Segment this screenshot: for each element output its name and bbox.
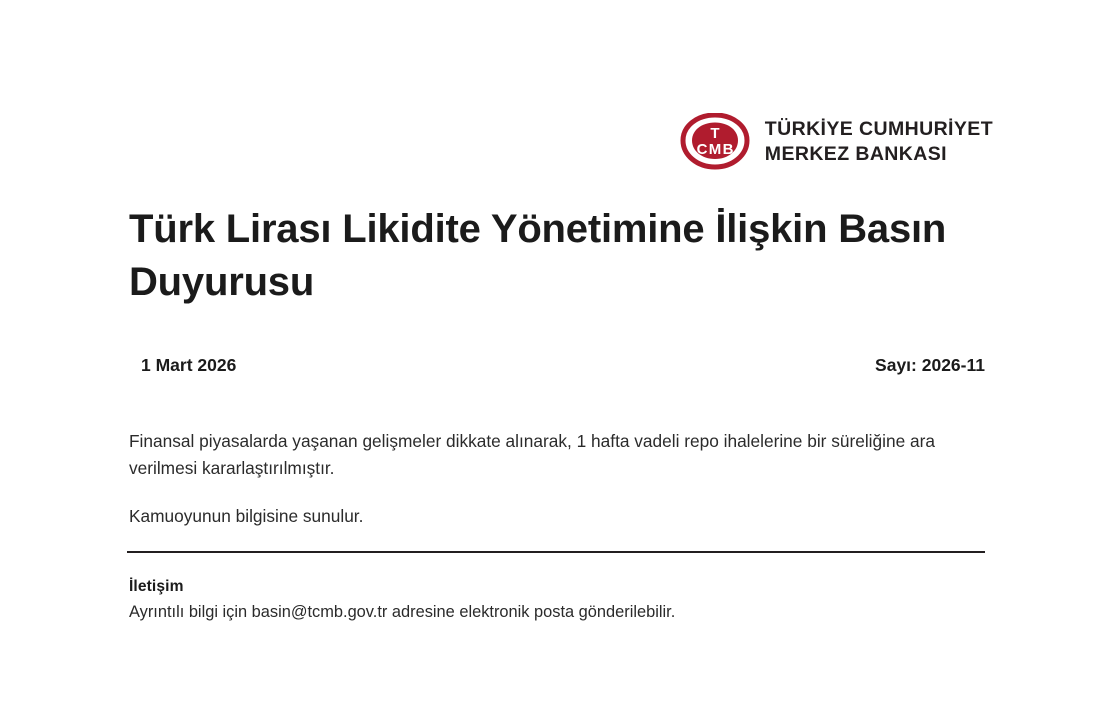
- logo-line-1: TÜRKİYE CUMHURİYET: [764, 118, 993, 141]
- footer-divider: [127, 551, 985, 553]
- release-number: Sayı: 2026-11: [875, 355, 985, 375]
- document-body: [129, 428, 989, 530]
- svg-text:B: B: [722, 141, 734, 158]
- page-title: Türk Lirası Likidite Yönetimine İlişkin Basın Duyurusu: [129, 207, 947, 305]
- body-paragraph-1: Finansal piyasalarda yaşanan gelişmeler dikkate alınarak, 1 hafta vadeli repo ihalelerine bir süreliğine ara verilmesi kararlaştırılmıştır.: [129, 431, 935, 478]
- svg-text:M: M: [708, 141, 722, 158]
- footer-contact: [129, 578, 989, 625]
- document-meta: [129, 355, 987, 376]
- contact-text: Ayrıntılı bilgi için basin@tcmb.gov.tr adresine elektronik posta gönderilebilir.: [129, 603, 676, 621]
- contact-heading: İletişim: [129, 578, 184, 595]
- tcmb-logo-text: [765, 117, 993, 166]
- tcmb-logo: [679, 113, 993, 171]
- svg-text:T: T: [710, 125, 720, 142]
- body-paragraph-2: Kamuoyunun bilgisine sunulur.: [129, 506, 364, 527]
- publication-date: 1 Mart 2026: [141, 355, 237, 375]
- logo-line-2: MERKEZ BANKASI: [764, 143, 947, 165]
- tcmb-monogram-icon: [679, 113, 751, 171]
- svg-text:C: C: [696, 141, 708, 158]
